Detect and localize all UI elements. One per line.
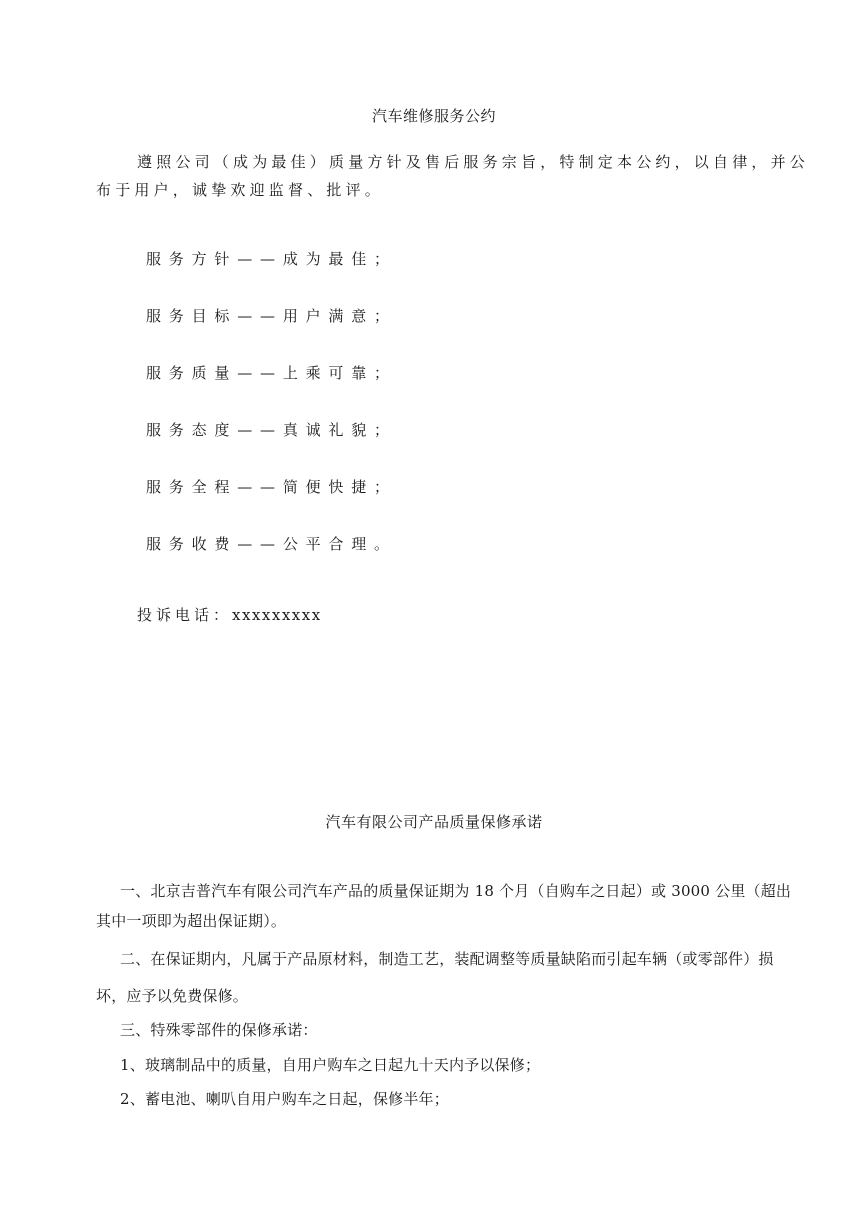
doc1-intro-line1: 遵照公司（成为最佳）质量方针及售后服务宗旨，特制定本公约，以自律，并公	[137, 153, 810, 171]
doc2-line-1: 一、北京吉普汽车有限公司汽车产品的质量保证期为 18 个月（自购车之日起）或 3000 公里（超出	[120, 882, 792, 900]
item-separator: ——	[237, 364, 283, 382]
doc1-complaint-line	[137, 604, 322, 625]
doc2-line-2: 其中一项即为超出保证期）。	[96, 912, 287, 930]
item-separator: ——	[237, 307, 283, 325]
item-value: 上乘可靠；	[282, 364, 397, 382]
item-label: 服务方针	[146, 250, 238, 268]
item-separator: ——	[237, 250, 283, 268]
item-label: 服务全程	[146, 478, 238, 496]
item-label: 服务质量	[146, 364, 238, 382]
doc1-item-fee	[146, 533, 397, 554]
doc1-item-policy	[146, 248, 397, 269]
doc1-item-process	[146, 476, 397, 497]
item-label: 服务态度	[146, 421, 238, 439]
item-value: 用户满意；	[282, 307, 397, 325]
doc1-intro-line2: 布于用户，诚挚欢迎监督、批评。	[96, 181, 385, 199]
item-separator: ——	[237, 535, 283, 553]
doc1-title: 汽车维修服务公约	[371, 107, 496, 125]
complaint-number: xxxxxxxxx	[232, 606, 322, 624]
doc2-line-7: 2、蓄电池、喇叭自用户购车之日起，保修半年；	[120, 1090, 449, 1108]
item-value: 成为最佳；	[282, 250, 397, 268]
doc1-item-goal	[146, 305, 397, 326]
doc2-line-3: 二、在保证期内，凡属于产品原材料，制造工艺，装配调整等质量缺陷而引起车辆（或零部件）损	[120, 950, 774, 968]
doc2-line-5: 三、特殊零部件的保修承诺：	[120, 1021, 318, 1039]
item-label: 服务目标	[146, 307, 238, 325]
doc2-title: 汽车有限公司产品质量保修承诺	[325, 813, 543, 831]
doc2-line-4: 坏，应予以免费保修。	[96, 987, 249, 1005]
complaint-label: 投诉电话：	[137, 606, 233, 624]
item-separator: ——	[237, 421, 283, 439]
item-separator: ——	[237, 478, 283, 496]
item-value: 真诚礼貌；	[282, 421, 397, 439]
doc1-item-quality	[146, 362, 397, 383]
item-label: 服务收费	[146, 535, 238, 553]
item-value: 简便快捷；	[282, 478, 397, 496]
doc2-line-6: 1、玻璃制品中的质量，自用户购车之日起九十天内予以保修；	[120, 1056, 541, 1074]
item-value: 公平合理。	[282, 535, 397, 553]
doc1-item-attitude	[146, 419, 397, 440]
